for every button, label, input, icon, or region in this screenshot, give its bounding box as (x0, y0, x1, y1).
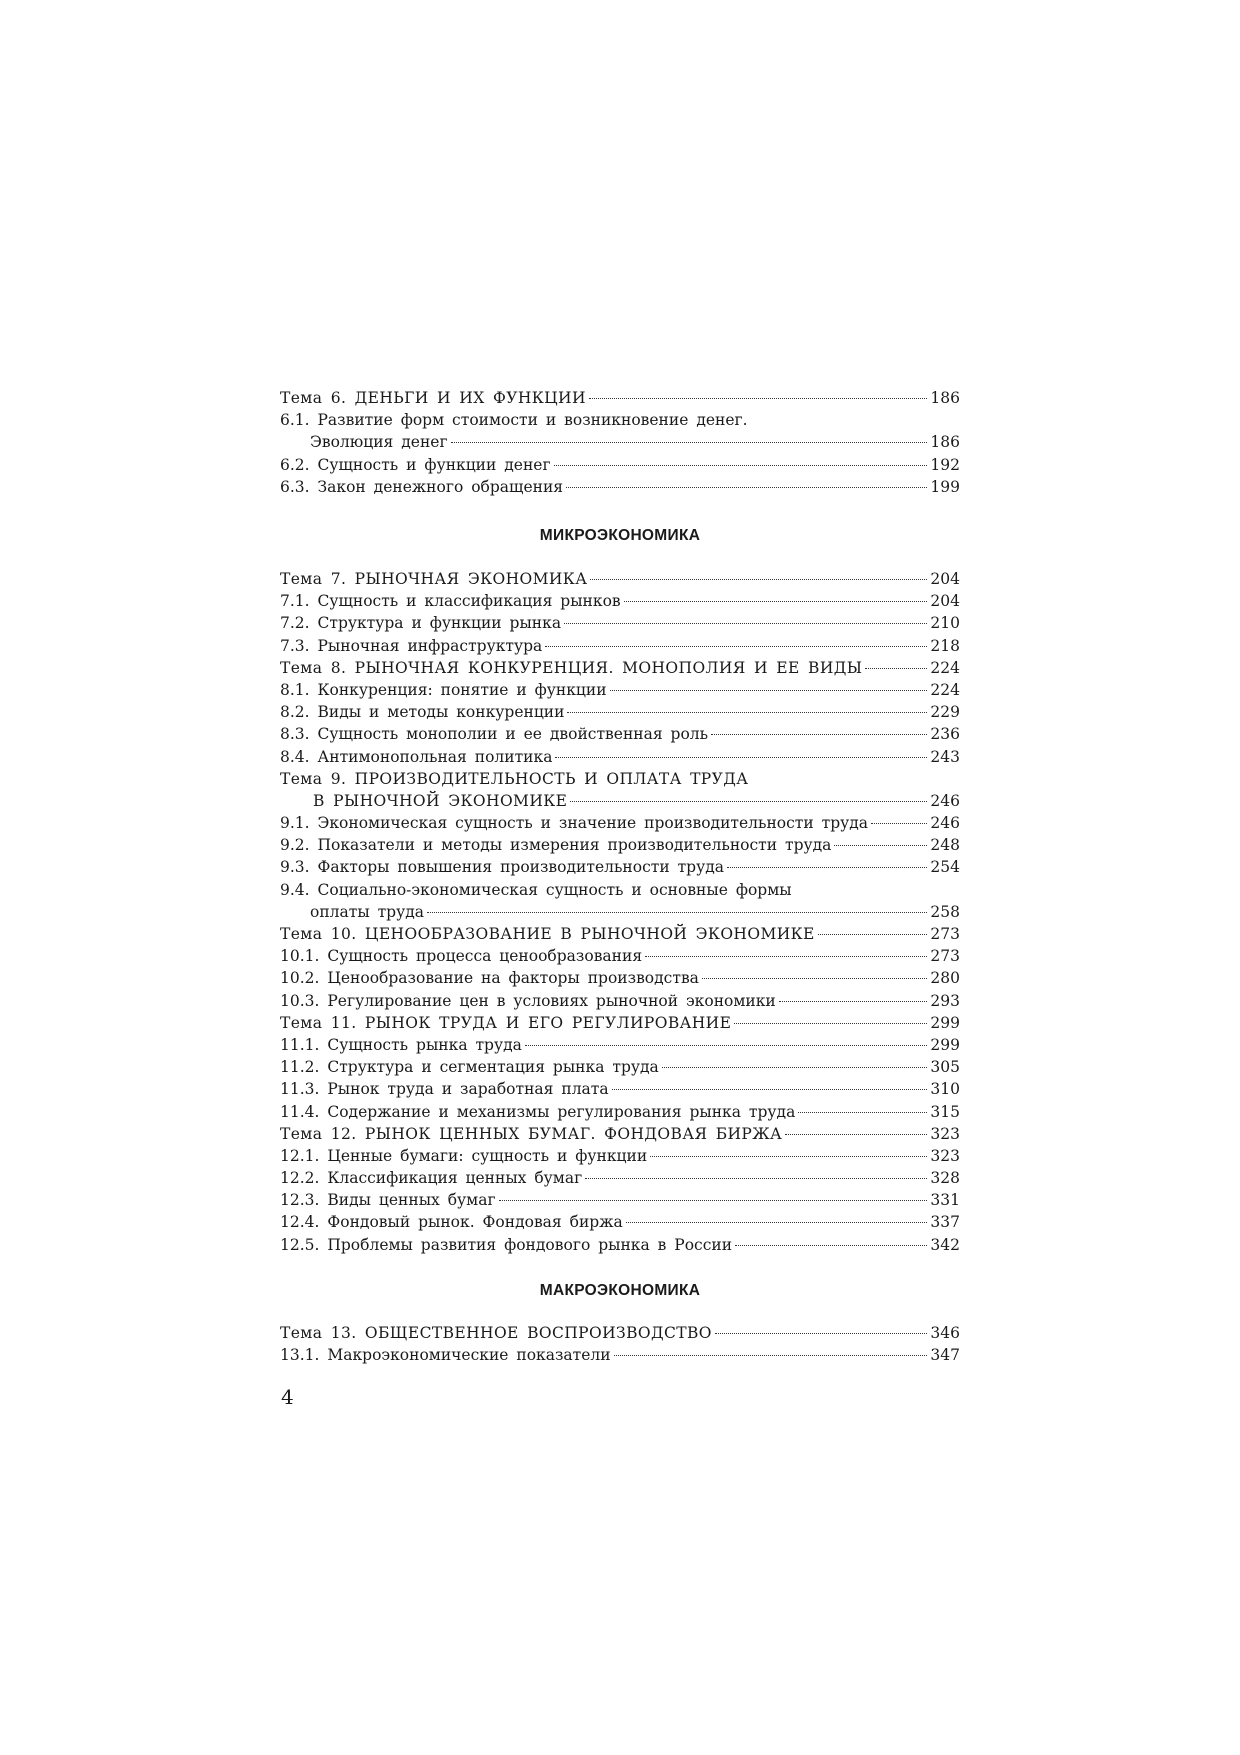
toc-entry-topic-12[interactable] (280, 1123, 960, 1145)
toc-entry-page: 323 (930, 1146, 960, 1165)
toc-entry-label: 12.3. Виды ценных бумаг (280, 1191, 496, 1210)
toc-entry-label: Тема 9. ПРОИЗВОДИТЕЛЬНОСТЬ И ОПЛАТА ТРУДА (280, 769, 749, 788)
toc-entry-7-1[interactable] (280, 590, 960, 612)
toc-entry-label: 6.3. Закон денежного обращения (280, 477, 564, 496)
toc-entry-label: 9.1. Экономическая сущность и значение производительности труда (280, 814, 869, 833)
toc-entry-label: Тема 10. ЦЕНООБРАЗОВАНИЕ В РЫНОЧНОЙ ЭКОНОМИКЕ (280, 925, 815, 943)
dot-leader (662, 1067, 928, 1068)
toc-entry-label: Тема 11. РЫНОК ТРУДА И ЕГО РЕГУЛИРОВАНИЕ (280, 1013, 732, 1032)
dot-leader (585, 1178, 927, 1179)
toc-entry-page: 224 (930, 658, 960, 677)
toc-entry-label: 7.2. Структура и функции рынка (280, 614, 562, 633)
toc-entry-label: В РЫНОЧНОЙ ЭКОНОМИКЕ (313, 791, 568, 810)
toc-entry-page: 243 (930, 747, 960, 766)
toc-entry-label: 10.3. Регулирование цен в условиях рыночной экономики (280, 991, 776, 1010)
dot-leader (727, 867, 927, 868)
dot-leader (570, 801, 927, 802)
toc-entry-page: 342 (930, 1235, 960, 1254)
toc-entry-page: 328 (930, 1169, 960, 1188)
toc-entry-topic-10[interactable] (280, 923, 960, 945)
toc-entry-label: Тема 8. РЫНОЧНАЯ КОНКУРЕНЦИЯ. МОНОПОЛИЯ И ЕЕ ВИДЫ (280, 658, 863, 677)
dot-leader (567, 712, 927, 713)
toc-entry-page: 337 (930, 1213, 960, 1232)
dot-leader (865, 668, 927, 669)
section-heading-microeconomics: МИКРОЭКОНОМИКА (539, 527, 701, 544)
dot-leader (798, 1112, 927, 1113)
toc-entry-label: 11.3. Рынок труда и заработная плата (280, 1080, 609, 1099)
dot-leader (555, 757, 927, 758)
toc-entry-12-2[interactable] (280, 1167, 960, 1189)
toc-entry-page: 331 (930, 1191, 960, 1210)
dot-leader (612, 1089, 928, 1090)
toc-entry-page: 236 (930, 725, 960, 744)
dot-leader (554, 465, 928, 466)
toc-block-macroeconomics (280, 1322, 960, 1366)
toc-entry-label: 11.4. Содержание и механизмы регулирования рынка труда (280, 1102, 796, 1121)
toc-entry-label: 7.1. Сущность и классификация рынков (280, 592, 621, 611)
toc-entry-label: 6.1. Развитие форм стоимости и возникновение денег. (280, 411, 748, 430)
toc-entry-page: 186 (930, 389, 960, 407)
toc-entry-page: 273 (930, 947, 960, 966)
toc-entry-label: 6.2. Сущность и функции денег (280, 455, 551, 474)
toc-entry-page: 310 (930, 1080, 960, 1099)
toc-entry-page: 280 (930, 969, 960, 988)
toc-entry-page: 246 (930, 814, 960, 833)
toc-entry-topic-9[interactable] (280, 768, 960, 790)
toc-entry-13-1[interactable] (280, 1344, 960, 1366)
toc-entry-11-2[interactable] (280, 1056, 960, 1078)
toc-entry-page: 347 (930, 1346, 960, 1365)
toc-entry-8-4[interactable] (280, 746, 960, 768)
dot-leader (715, 1333, 928, 1334)
dot-leader (818, 934, 928, 935)
toc-entry-label: Тема 13. ОБЩЕСТВЕННОЕ ВОСПРОИЗВОДСТВО (280, 1324, 712, 1342)
toc-entry-page: 305 (930, 1058, 960, 1077)
toc-entry-label: 9.2. Показатели и методы измерения производительности труда (280, 836, 832, 855)
toc-entry-9-4-cont[interactable] (280, 901, 960, 923)
toc-entry-label: 10.1. Сущность процесса ценообразования (280, 947, 643, 966)
toc-entry-8-2[interactable] (280, 701, 960, 723)
toc-entry-label: 8.2. Виды и методы конкуренции (280, 703, 565, 722)
dot-leader (735, 1245, 927, 1246)
toc-entry-6-3[interactable] (280, 476, 960, 498)
toc-entry-9-3[interactable] (280, 856, 960, 878)
dot-leader (650, 1156, 927, 1157)
toc-entry-12-5[interactable] (280, 1234, 960, 1256)
toc-entry-page: 273 (930, 925, 960, 943)
toc-entry-label: 12.1. Ценные бумаги: сущность и функции (280, 1146, 648, 1165)
dot-leader (564, 623, 927, 624)
dot-leader (734, 1023, 927, 1024)
dot-leader (545, 646, 927, 647)
toc-entry-label: 12.2. Классификация ценных бумаг (280, 1169, 583, 1188)
toc-entry-page: 246 (930, 791, 960, 810)
toc-entry-label: 10.2. Ценообразование на факторы производства (280, 969, 699, 988)
toc-entry-label: Тема 6. ДЕНЬГИ И ИХ ФУНКЦИИ (280, 389, 586, 407)
toc-entry-topic-13[interactable] (280, 1322, 960, 1344)
dot-leader (451, 442, 928, 443)
toc-entry-label: 11.1. Сущность рынка труда (280, 1035, 522, 1054)
dot-leader (645, 956, 927, 957)
toc-entry-page: 323 (930, 1124, 960, 1143)
toc-entry-11-1[interactable] (280, 1034, 960, 1056)
dot-leader (499, 1200, 928, 1201)
toc-entry-page: 186 (930, 433, 960, 452)
toc-entry-topic-9-cont[interactable] (280, 790, 960, 812)
toc-entry-10-3[interactable] (280, 990, 960, 1012)
toc-entry-page: 248 (930, 836, 960, 855)
toc-entry-label: оплаты труда (310, 902, 424, 921)
toc-entry-9-1[interactable] (280, 812, 960, 834)
toc-entry-page: 299 (930, 1035, 960, 1054)
toc-entry-topic-6[interactable] (280, 387, 960, 409)
toc-entry-page: 224 (930, 680, 960, 699)
toc-entry-page: 299 (930, 1013, 960, 1032)
toc-entry-label: 11.2. Структура и сегментация рынка труда (280, 1058, 659, 1077)
dot-leader (614, 1355, 928, 1356)
dot-leader (779, 1001, 928, 1002)
toc-entry-12-4[interactable] (280, 1211, 960, 1233)
dot-leader (626, 1222, 928, 1223)
toc-entry-11-3[interactable] (280, 1078, 960, 1100)
toc-entry-label: 8.3. Сущность монополии и ее двойственная роль (280, 725, 709, 744)
toc-entry-page: 204 (930, 570, 960, 588)
toc-entry-topic-11[interactable] (280, 1012, 960, 1034)
dot-leader (624, 601, 928, 602)
toc-entry-page: 218 (930, 636, 960, 655)
toc-entry-topic-8[interactable] (280, 657, 960, 679)
toc-entry-label: 7.3. Рыночная инфраструктура (280, 636, 543, 655)
toc-entry-label: 12.5. Проблемы развития фондового рынка в России (280, 1235, 733, 1254)
dot-leader (785, 1134, 927, 1135)
toc-entry-label: 12.4. Фондовый рынок. Фондовая биржа (280, 1213, 623, 1232)
toc-entry-8-3[interactable] (280, 723, 960, 745)
toc-entry-6-2[interactable] (280, 454, 960, 476)
toc-entry-label: 8.1. Конкуренция: понятие и функции (280, 680, 607, 699)
toc-entry-6-1[interactable] (280, 409, 960, 431)
toc-entry-9-2[interactable] (280, 834, 960, 856)
toc-entry-page: 229 (930, 703, 960, 722)
toc-entry-10-1[interactable] (280, 945, 960, 967)
toc-entry-label: 9.3. Факторы повышения производительности труда (280, 858, 724, 877)
toc-entry-page: 315 (930, 1102, 960, 1121)
toc-block-microeconomics (280, 568, 960, 1256)
toc-entry-page: 192 (930, 455, 960, 474)
toc-entry-6-1-cont[interactable] (280, 431, 960, 453)
toc-entry-page: 204 (930, 592, 960, 611)
dot-leader (589, 398, 928, 399)
toc-entry-11-4[interactable] (280, 1101, 960, 1123)
toc-entry-label: 9.4. Социально-экономическая сущность и основные формы (280, 880, 792, 899)
toc-entry-label: Тема 7. РЫНОЧНАЯ ЭКОНОМИКА (280, 570, 588, 588)
dot-leader (590, 579, 927, 580)
toc-entry-10-2[interactable] (280, 967, 960, 989)
dot-leader (702, 978, 928, 979)
toc-entry-7-3[interactable] (280, 635, 960, 657)
toc-entry-page: 346 (930, 1324, 960, 1342)
toc-entry-page: 293 (930, 991, 960, 1010)
toc-entry-label: 8.4. Антимонопольная политика (280, 747, 553, 766)
toc-entry-8-1[interactable] (280, 679, 960, 701)
dot-leader (427, 912, 927, 913)
toc-block-money (280, 387, 960, 498)
dot-leader (711, 734, 927, 735)
page-number: 4 (281, 1385, 294, 1409)
toc-entry-7-2[interactable] (280, 612, 960, 634)
toc-entry-9-4[interactable] (280, 879, 960, 901)
dot-leader (566, 487, 927, 488)
toc-entry-label: Тема 12. РЫНОК ЦЕННЫХ БУМАГ. ФОНДОВАЯ БИРЖА (280, 1124, 783, 1143)
dot-leader (871, 823, 927, 824)
toc-entry-page: 254 (930, 858, 960, 877)
toc-entry-label: 13.1. Макроэкономические показатели (280, 1346, 611, 1365)
toc-entry-12-3[interactable] (280, 1189, 960, 1211)
toc-entry-page: 199 (930, 477, 960, 496)
dot-leader (834, 845, 927, 846)
toc-entry-page: 210 (930, 614, 960, 633)
toc-entry-12-1[interactable] (280, 1145, 960, 1167)
toc-entry-page: 258 (930, 902, 960, 921)
dot-leader (610, 690, 928, 691)
dot-leader (525, 1045, 928, 1046)
toc-entry-label: Эволюция денег (310, 433, 448, 452)
section-heading-macroeconomics: МАКРОЭКОНОМИКА (539, 1282, 701, 1299)
toc-entry-topic-7[interactable] (280, 568, 960, 590)
